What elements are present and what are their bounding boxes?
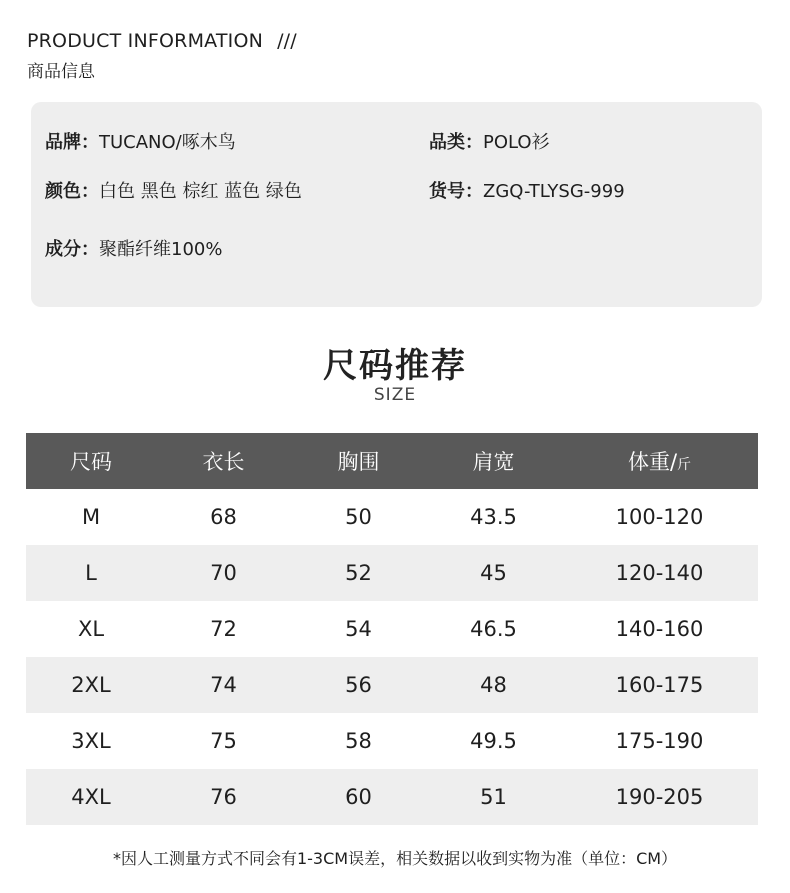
info-color-label: 颜色： [45, 181, 99, 202]
table-row [26, 489, 758, 545]
cell-weight: 120-140 [615, 561, 704, 585]
info-brand [45, 128, 236, 154]
product-info-panel [31, 102, 762, 307]
size-table [26, 433, 758, 825]
title-slashes: /// [277, 30, 297, 52]
table-row [26, 545, 758, 601]
cell-size: XL [77, 617, 105, 641]
cell-chest: 58 [345, 729, 372, 753]
cell-chest: 54 [345, 617, 372, 641]
product-info-title-cn: 商品信息 [27, 62, 95, 82]
header-weight-unit: 斤 [677, 457, 692, 473]
info-material-label: 成分： [45, 239, 99, 260]
cell-shoulder: 46.5 [470, 617, 517, 641]
cell-length: 76 [210, 785, 237, 809]
size-section-title: 尺码推荐 [323, 346, 467, 386]
cell-size: 4XL [71, 785, 111, 809]
table-row [26, 769, 758, 825]
info-item-no-value: ZGQ-TLYSG-999 [483, 181, 625, 202]
table-row [26, 601, 758, 657]
cell-size: L [85, 561, 97, 585]
header-chest: 胸围 [337, 450, 380, 474]
cell-weight: 175-190 [615, 729, 704, 753]
cell-weight: 140-160 [615, 617, 704, 641]
cell-size: M [81, 505, 101, 529]
product-info-title-en: PRODUCT INFORMATION [27, 30, 264, 52]
info-item-no [429, 177, 625, 203]
header-weight-label: 体重/ [627, 450, 678, 474]
cell-chest: 60 [345, 785, 372, 809]
measurement-note: *因人工测量方式不同会有1-3CM误差，相关数据以收到实物为准（单位：CM） [112, 849, 678, 868]
header-length: 衣长 [202, 450, 245, 474]
cell-shoulder: 49.5 [470, 729, 517, 753]
info-material-value: 聚酯纤维100% [99, 239, 223, 260]
info-color-value: 白色 黑色 棕红 蓝色 绿色 [99, 181, 302, 202]
info-brand-value: TUCANO/啄木鸟 [99, 132, 236, 153]
header-shoulder: 肩宽 [472, 450, 515, 474]
cell-size: 2XL [71, 673, 111, 697]
cell-length: 75 [210, 729, 237, 753]
cell-chest: 50 [345, 505, 372, 529]
cell-shoulder: 43.5 [470, 505, 517, 529]
info-item-no-label: 货号： [429, 181, 483, 202]
info-category [429, 128, 550, 154]
info-material [45, 235, 222, 261]
cell-chest: 56 [345, 673, 372, 697]
cell-chest: 52 [345, 561, 372, 585]
table-row [26, 713, 758, 769]
header-weight [561, 446, 758, 476]
cell-weight: 160-175 [615, 673, 704, 697]
header-size: 尺码 [70, 450, 112, 474]
table-row [26, 657, 758, 713]
cell-length: 68 [210, 505, 237, 529]
info-category-value: POLO衫 [483, 132, 550, 153]
size-section-subtitle: SIZE [373, 385, 417, 405]
cell-shoulder: 45 [480, 561, 507, 585]
cell-shoulder: 51 [480, 785, 507, 809]
cell-weight: 100-120 [615, 505, 704, 529]
info-category-label: 品类： [429, 132, 483, 153]
cell-shoulder: 48 [480, 673, 507, 697]
product-info-title [27, 30, 297, 52]
info-brand-label: 品牌： [45, 132, 99, 153]
cell-weight: 190-205 [615, 785, 704, 809]
cell-length: 72 [210, 617, 237, 641]
cell-size: 3XL [71, 729, 111, 753]
info-color [45, 177, 302, 203]
cell-length: 70 [210, 561, 237, 585]
cell-length: 74 [210, 673, 237, 697]
size-table-header [26, 433, 758, 489]
